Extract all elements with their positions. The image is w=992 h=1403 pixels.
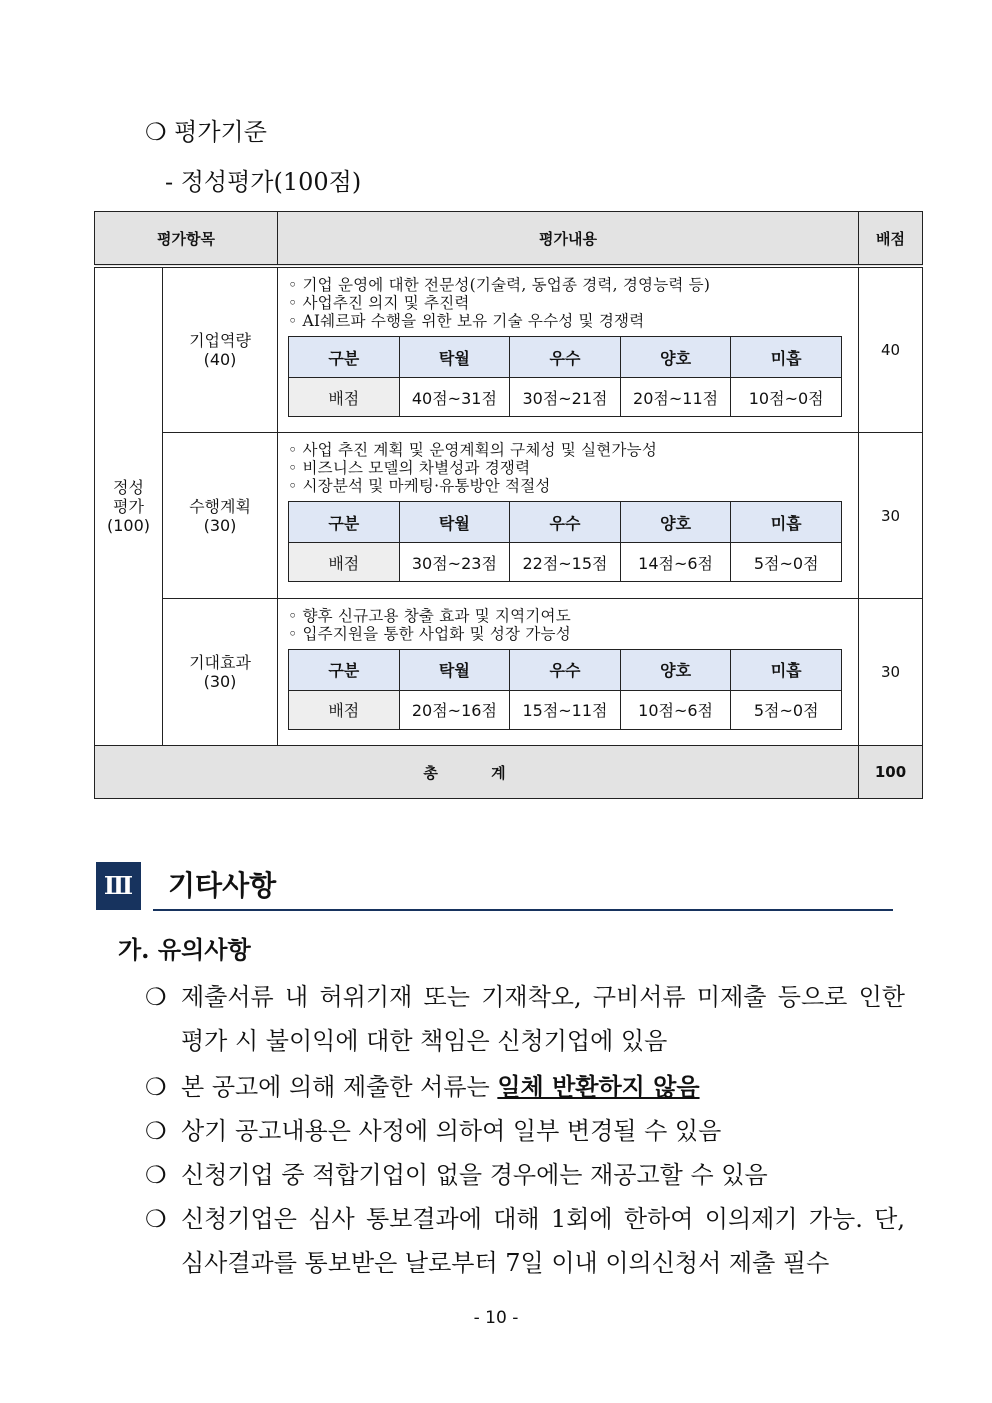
- bullet-item: ◦ 입주지원을 통한 사업화 및 성장 가능성: [288, 624, 571, 643]
- grade-header: 미흡: [731, 502, 842, 543]
- note-text: 제출서류 내 허위기재 또는 기재착오, 구비서류 미제출 등으로 인한 평가 시 불이익에 대한 책임은 신청기업에 있음: [181, 983, 905, 1055]
- total-label: 총 계: [95, 746, 859, 799]
- grade-value: 30점~23점: [399, 543, 510, 582]
- grade-header: 구분: [289, 502, 400, 543]
- grade-header: 구분: [289, 649, 400, 690]
- eval-content: [278, 433, 859, 598]
- header-item: 평가항목: [95, 212, 278, 267]
- header-score: 배점: [859, 212, 923, 267]
- table-row: [95, 266, 923, 433]
- grade-header: 우수: [510, 502, 621, 543]
- circle-bullet-icon: ❍: [145, 1205, 167, 1233]
- criteria-heading: ❍ 평가기준: [145, 118, 267, 146]
- section-divider: [153, 909, 893, 911]
- grade-value: 30점~21점: [510, 378, 621, 417]
- list-item: [145, 1197, 905, 1285]
- page-number: - 10 -: [473, 1308, 519, 1328]
- grade-header: 미흡: [731, 337, 842, 378]
- eval-content: [278, 266, 859, 433]
- category-label: 기대효과 (30): [163, 598, 278, 745]
- header-content: 평가내용: [278, 212, 859, 267]
- grade-row-label: 배점: [289, 690, 400, 729]
- grade-value: 5점~0점: [731, 543, 842, 582]
- note-text: 본 공고에 의해 제출한 서류는 일체 반환하지 않음: [181, 1072, 700, 1101]
- bullet-item: ◦ 사업 추진 계획 및 운영계획의 구체성 및 실현가능성: [288, 441, 657, 460]
- note-text: 신청기업 중 적합기업이 없을 경우에는 재공고할 수 있음: [181, 1161, 768, 1189]
- qualitative-eval-heading: - 정성평가(100점): [165, 168, 362, 196]
- grade-value: 22점~15점: [510, 543, 621, 582]
- section-title: 기타사항: [168, 869, 277, 902]
- bullet-item: ◦ AI쉐르파 수행을 위한 보유 기술 우수성 및 경쟁력: [288, 312, 645, 330]
- bullet-item: ◦ 비즈니스 모델의 차별성과 경쟁력: [288, 459, 531, 478]
- eval-content: [278, 598, 859, 745]
- grade-header: 우수: [510, 649, 621, 690]
- grade-header: 양호: [620, 502, 731, 543]
- grade-header: 우수: [510, 337, 621, 378]
- score-value: 40: [859, 266, 923, 433]
- score-value: 30: [859, 598, 923, 745]
- grade-table: [288, 649, 842, 730]
- score-value: 30: [859, 433, 923, 598]
- grade-header: 탁월: [399, 337, 510, 378]
- grade-row-label: 배점: [289, 378, 400, 417]
- note-text: 신청기업은 심사 통보결과에 대해 1회에 한하여 이의제기 가능. 단, 심사결과를 통보받은 날로부터 7일 이내 이의신청서 제출 필수: [181, 1205, 905, 1277]
- grade-table: [288, 336, 842, 417]
- circle-bullet-icon: ❍: [145, 1161, 167, 1189]
- section-number-badge: Ⅲ: [96, 862, 141, 910]
- table-row: [95, 598, 923, 745]
- list-item: [145, 1109, 905, 1153]
- grade-header: 양호: [620, 649, 731, 690]
- grade-row-label: 배점: [289, 543, 400, 582]
- note-text: 상기 공고내용은 사정에 의하여 일부 변경될 수 있음: [181, 1117, 722, 1145]
- grade-value: 14점~6점: [620, 543, 731, 582]
- grade-value: 5점~0점: [731, 690, 842, 729]
- bullet-item: ◦ 사업추진 의지 및 추진력: [288, 294, 470, 312]
- notes-list: [145, 975, 905, 1285]
- bullet-item: ◦ 기업 운영에 대한 전문성(기술력, 동업종 경력, 경영능력 등): [288, 276, 711, 294]
- emphasis-text: 일체 반환하지 않음: [497, 1072, 700, 1101]
- list-item: [145, 1065, 905, 1109]
- total-score: 100: [859, 746, 923, 799]
- grade-header: 미흡: [731, 649, 842, 690]
- grade-value: 40점~31점: [399, 378, 510, 417]
- evaluation-table: [94, 211, 923, 799]
- grade-table: [288, 501, 842, 582]
- list-item: [145, 975, 905, 1063]
- group-label: 정성 평가 (100): [95, 266, 163, 746]
- grade-value: 20점~16점: [399, 690, 510, 729]
- subsection-title: 가. 유의사항: [118, 935, 251, 964]
- grade-header: 탁월: [399, 502, 510, 543]
- circle-bullet-icon: ❍: [145, 1117, 167, 1145]
- table-row: [95, 433, 923, 598]
- grade-value: 10점~0점: [731, 378, 842, 417]
- bullet-item: ◦ 시장분석 및 마케팅·유통방안 적절성: [288, 477, 551, 496]
- grade-value: 10점~6점: [620, 690, 731, 729]
- grade-value: 20점~11점: [620, 378, 731, 417]
- list-item: [145, 1153, 905, 1197]
- grade-header: 양호: [620, 337, 731, 378]
- grade-header: 탁월: [399, 649, 510, 690]
- circle-bullet-icon: ❍: [145, 983, 167, 1011]
- circle-bullet-icon: ❍: [145, 1073, 167, 1101]
- category-label: 수행계획 (30): [163, 433, 278, 598]
- grade-value: 15점~11점: [510, 690, 621, 729]
- category-label: 기업역량 (40): [163, 266, 278, 433]
- total-row: [95, 746, 923, 799]
- grade-header: 구분: [289, 337, 400, 378]
- bullet-item: ◦ 향후 신규고용 창출 효과 및 지역기여도: [288, 606, 571, 625]
- table-header-row: [95, 212, 923, 267]
